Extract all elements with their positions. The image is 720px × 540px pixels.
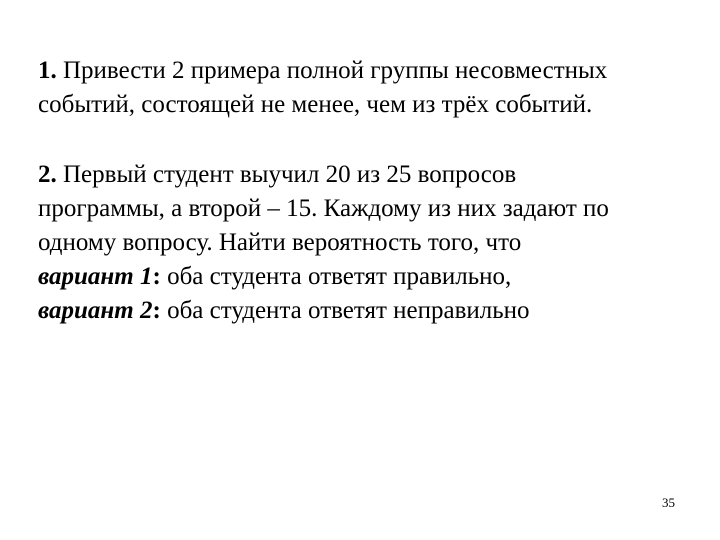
variant-2-colon: : — [152, 297, 161, 324]
problem-1-number: 1. — [38, 57, 57, 84]
problem-2-line-1 — [38, 158, 698, 192]
problem-2-line-3: одному вопросу. Найти вероятность того, что — [38, 229, 522, 256]
problem-2 — [38, 158, 698, 328]
page-number: 35 — [662, 495, 675, 510]
variant-2 — [38, 294, 698, 328]
problem-2-number: 2. — [38, 161, 57, 188]
problem-1-line-2: событий, состоящей не менее, чем из трёх событий. — [38, 91, 593, 118]
problem-2-text-1: Первый студент выучил 20 из 25 вопросов — [63, 161, 517, 188]
variant-2-label: вариант 2 — [38, 297, 153, 324]
variant-1-colon: : — [152, 263, 161, 290]
problem-2-line-2: программы, а второй – 15. Каждому из них задают по — [38, 195, 609, 222]
variant-1-text: оба студента ответят правильно, — [160, 263, 512, 290]
variant-1 — [38, 260, 698, 294]
problem-1-text-1: Привести 2 примера полной группы несовместных — [63, 57, 608, 84]
variant-2-text: оба студента ответят неправильно — [160, 297, 530, 324]
variant-1-label: вариант 1 — [38, 263, 153, 290]
problem-1 — [38, 54, 698, 122]
problem-1-line-1 — [38, 54, 698, 88]
